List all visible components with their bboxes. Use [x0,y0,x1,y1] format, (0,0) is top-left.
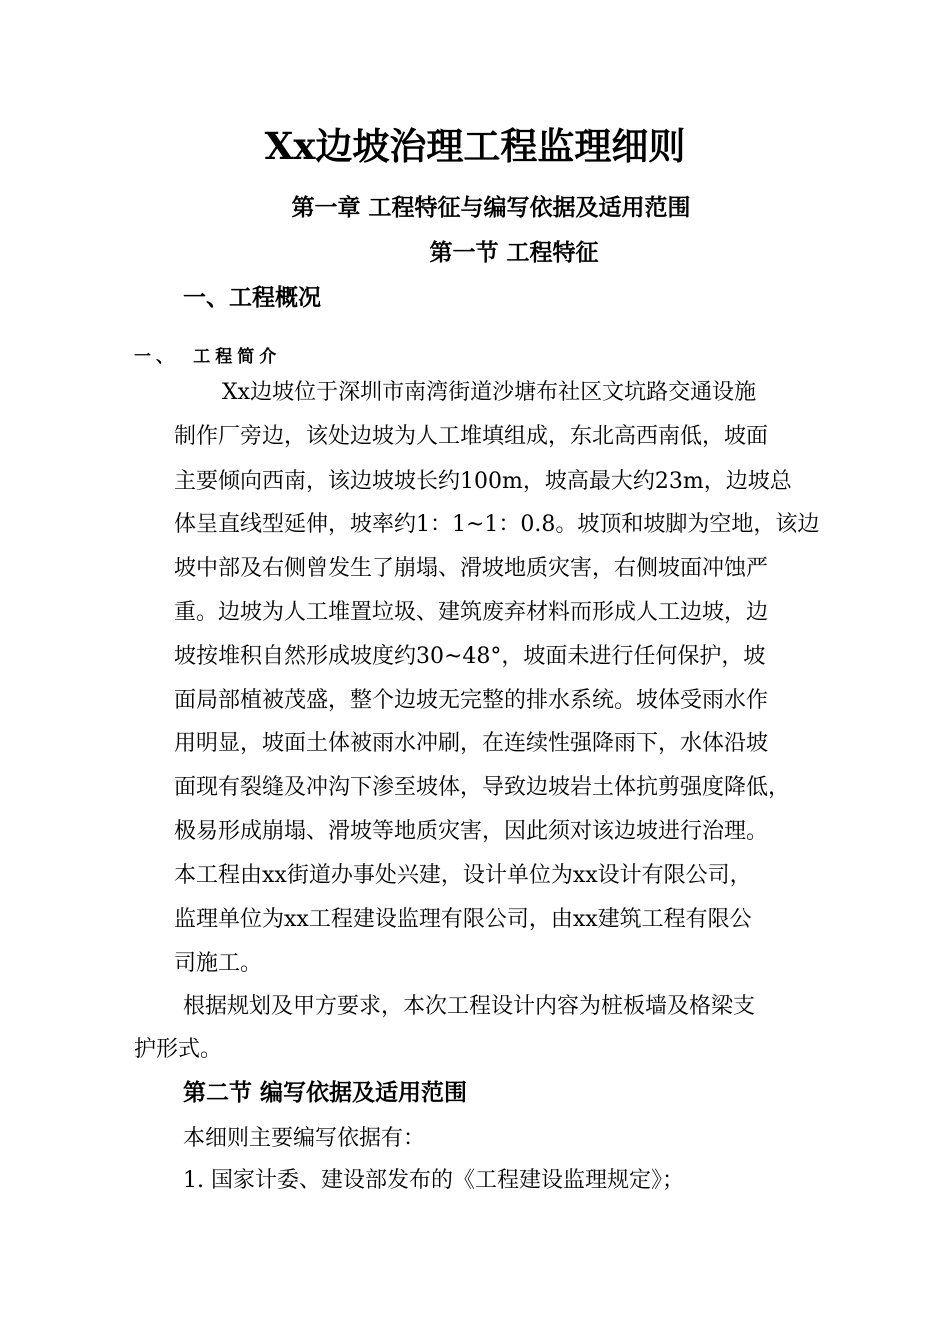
chapter-heading: 第一章 工程特征与编写依据及适用范围 [291,195,691,221]
document-title: Xx边坡治理工程监理细则 [264,124,686,168]
paragraph-line: 用明显，坡面土体被雨水冲刷，在连续性强降雨下，水体沿坡 [174,731,769,756]
paragraph-line: 坡按堆积自然形成坡度约30~48°，坡面未进行任何保护，坡 [174,644,766,669]
basis-intro: 本细则主要编写依据有： [183,1126,426,1151]
paragraph-line: 重。边坡为人工堆置垃圾、建筑废弃材料而形成人工边坡，边 [174,600,769,625]
section-heading-1: 第一节 工程特征 [429,240,599,266]
intro-heading: 一、 工程简介 [134,347,282,367]
paragraph-line: 坡中部及右侧曾发生了崩塌、滑坡地质灾害，右侧坡面冲蚀严 [174,556,769,581]
design-paragraph-line: 根据规划及甲方要求，本次工程设计内容为桩板墙及格梁支 [183,994,756,1019]
paragraph-line: 本工程由xx街道办事处兴建，设计单位为xx设计有限公司， [174,863,752,888]
paragraph-line: 监理单位为xx工程建设监理有限公司，由xx建筑工程有限公 [174,907,752,932]
paragraph-line: 制作厂旁边，该处边坡为人工堆填组成，东北高西南低，坡面 [174,424,769,449]
section-heading-2: 第二节 编写依据及适用范围 [183,1080,468,1106]
paragraph-line: 面局部植被茂盛，整个边坡无完整的排水系统。坡体受雨水作 [174,688,769,713]
overview-heading: 一、工程概况 [183,285,321,311]
paragraph-line: 面现有裂缝及冲沟下渗至坡体，导致边坡岩土体抗剪强度降低， [174,775,791,800]
paragraph-line: Xx边坡位于深圳市南湾街道沙塘布社区文坑路交通设施 [222,380,757,405]
design-paragraph-line: 护形式。 [134,1037,223,1062]
paragraph-line: 司施工。 [174,951,263,976]
paragraph-line: 体呈直线型延伸，坡率约1：1~1：0.8。坡顶和坡脚为空地，该边 [174,512,820,537]
paragraph-line: 主要倾向西南，该边坡坡长约100m，坡高最大约23m，边坡总 [174,469,792,494]
paragraph-line: 极易形成崩塌、滑坡等地质灾害，因此须对该边坡进行治理。 [174,819,769,844]
basis-item: 1. 国家计委、建设部发布的《工程建设监理规定》； [183,1168,684,1193]
